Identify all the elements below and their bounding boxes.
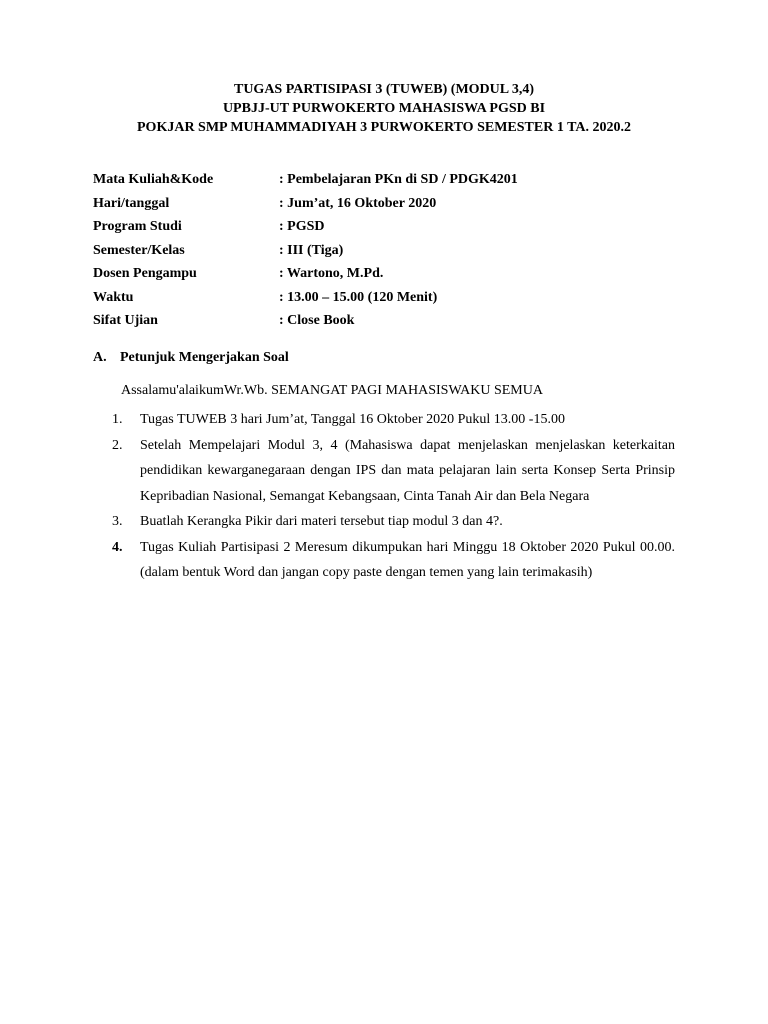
- info-label: Mata Kuliah&Kode: [93, 172, 214, 187]
- list-item-number: 1.: [112, 412, 123, 427]
- info-row-semester: [93, 239, 518, 263]
- info-row-program: [93, 215, 518, 239]
- info-value: : Wartono, M.Pd.: [279, 266, 384, 281]
- info-label: Dosen Pengampu: [93, 266, 197, 281]
- list-item-number: 2.: [112, 437, 123, 453]
- header-line-2: UPBJJ-UT PURWOKERTO MAHASISWA PGSD BI: [222, 101, 546, 116]
- list-item-text: Setelah Mempelajari Modul 3, 4 (Mahasiswa dapat menjelaskan menjelaskan keterkaitan pendidikan kewarganegaraan dengan IPS dan mata pelajaran lain serta Konsep Serta Prinsip Kepribadian Nasional, Semangat Kebangsaan, Cinta Tanah Air dan Bela Negara: [140, 437, 675, 504]
- info-value: : PGSD: [279, 219, 325, 234]
- info-label: Hari/tanggal: [93, 195, 170, 211]
- info-label: Waktu: [93, 289, 134, 305]
- info-row-lecturer: [93, 262, 518, 286]
- info-value: : III (Tiga): [279, 242, 344, 258]
- course-info: [93, 168, 518, 333]
- info-value: : Pembelajaran PKn di SD / PDGK4201: [279, 172, 518, 187]
- section-marker: A.: [93, 350, 107, 365]
- info-value: : Jum’at, 16 Oktober 2020: [279, 195, 437, 211]
- list-item-text: Tugas TUWEB 3 hari Jum’at, Tanggal 16 Oktober 2020 Pukul 13.00 -15.00: [140, 412, 565, 427]
- greeting-text: Assalamu'alaikumWr.Wb. SEMANGAT PAGI MAHASISWAKU SEMUA: [121, 383, 543, 398]
- section-heading: [93, 348, 289, 368]
- list-item-text: Buatlah Kerangka Pikir dari materi tersebut tiap modul 3 dan 4?.: [140, 514, 503, 529]
- list-item: [112, 509, 675, 535]
- list-item: [112, 433, 675, 510]
- info-label: Semester/Kelas: [93, 242, 185, 258]
- info-value: : 13.00 – 15.00 (120 Menit): [279, 289, 438, 305]
- header-line-1: TUGAS PARTISIPASI 3 (TUWEB) (MODUL 3,4): [233, 82, 534, 97]
- info-row-time: [93, 286, 518, 310]
- header-line-3: POKJAR SMP MUHAMMADIYAH 3 PURWOKERTO SEMESTER 1 TA. 2020.2: [137, 120, 631, 135]
- info-value: : Close Book: [279, 313, 355, 328]
- info-label: Sifat Ujian: [93, 313, 158, 328]
- info-label: Program Studi: [93, 219, 182, 234]
- list-item: [112, 535, 675, 586]
- info-row-course: [93, 168, 518, 192]
- list-item-number: 3.: [112, 514, 123, 529]
- section-title: Petunjuk Mengerjakan Soal: [120, 350, 289, 365]
- list-item-text: Tugas Kuliah Partisipasi 2 Meresum dikumpukan hari Minggu 18 Oktober 2020 Pukul 00.00. (dalam bentuk Word dan jangan copy paste dengan temen yang lain terimakasih): [140, 539, 675, 580]
- info-row-date: [93, 192, 518, 216]
- list-item: [112, 407, 675, 433]
- list-item-number: 4.: [112, 539, 123, 555]
- document-header: [0, 80, 768, 137]
- info-row-exam-type: [93, 309, 518, 333]
- instruction-list: [112, 407, 675, 586]
